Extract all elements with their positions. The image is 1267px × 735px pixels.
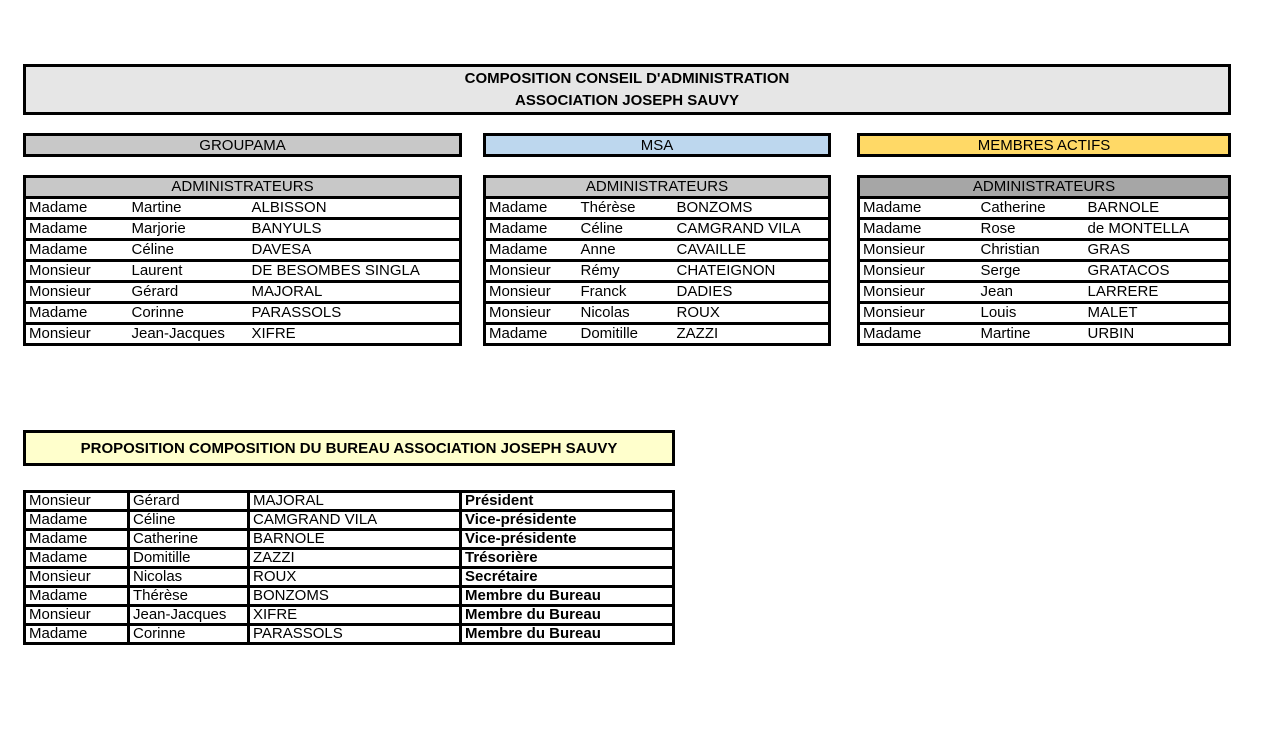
civility-cell: Madame xyxy=(25,303,129,324)
first-name-cell: Jean xyxy=(978,282,1085,303)
last-name-cell: GRAS xyxy=(1085,240,1230,261)
last-name-cell: ROUX xyxy=(674,303,830,324)
last-name-cell: de MONTELLA xyxy=(1085,219,1230,240)
msa-admin-table xyxy=(483,175,831,346)
first-name-cell: Thérèse xyxy=(578,198,674,219)
first-name-cell: Catherine xyxy=(978,198,1085,219)
civility-cell: Madame xyxy=(489,325,548,342)
table-row xyxy=(25,324,461,345)
last-name-cell: DADIES xyxy=(674,282,830,303)
last-name-cell: GRATACOS xyxy=(1085,261,1230,282)
table-row xyxy=(25,240,461,261)
last-name-cell: XIFRE xyxy=(249,606,461,625)
first-name-cell: Céline xyxy=(129,240,249,261)
table-row xyxy=(25,219,461,240)
title-line-1: COMPOSITION CONSEIL D'ADMINISTRATION xyxy=(464,69,790,87)
last-name-cell: MAJORAL xyxy=(249,282,461,303)
last-name-cell: DAVESA xyxy=(249,240,461,261)
role-cell: Membre du Bureau xyxy=(461,606,674,625)
groupama-admin-table xyxy=(23,175,462,346)
last-name-cell: CAVAILLE xyxy=(674,240,830,261)
last-name-cell: BONZOMS xyxy=(674,198,830,219)
last-name-cell: LARRERE xyxy=(1085,282,1230,303)
role-cell: Secrétaire xyxy=(461,568,674,587)
civility-cell: Monsieur xyxy=(859,261,978,282)
table-row xyxy=(859,219,1230,240)
first-name-cell: Catherine xyxy=(129,530,249,549)
last-name-cell: ZAZZI xyxy=(676,325,719,342)
civility-cell: Madame xyxy=(25,549,129,568)
table-header: ADMINISTRATEURS xyxy=(485,177,830,198)
last-name-cell: CAMGRAND VILA xyxy=(249,511,461,530)
last-name-cell: BONZOMS xyxy=(249,587,461,606)
first-name-cell: Martine xyxy=(129,198,249,219)
table-row xyxy=(25,530,674,549)
table-row xyxy=(25,606,674,625)
civility-cell: Madame xyxy=(859,198,978,219)
table-row xyxy=(25,549,674,568)
first-name-cell: Céline xyxy=(578,219,674,240)
last-name-cell: ZAZZI xyxy=(249,549,461,568)
first-name-cell: Jean-Jacques xyxy=(129,606,249,625)
last-name-cell: URBIN xyxy=(1087,325,1135,342)
table-row xyxy=(859,324,1230,345)
table-row xyxy=(25,303,461,324)
bureau-title: PROPOSITION COMPOSITION DU BUREAU ASSOCIATION JOSEPH SAUVY xyxy=(23,430,675,466)
table-row xyxy=(25,282,461,303)
table-header: ADMINISTRATEURS xyxy=(25,177,461,198)
first-name-cell: Martine xyxy=(980,325,1031,342)
table-row xyxy=(25,625,674,644)
role-cell: Vice-présidente xyxy=(461,511,674,530)
membres-actifs-admin-table xyxy=(857,175,1231,346)
first-name-cell: Domitille xyxy=(129,549,249,568)
civility-cell: Madame xyxy=(25,240,129,261)
table-row xyxy=(485,324,830,345)
civility-cell: Monsieur xyxy=(25,606,129,625)
table-row xyxy=(859,261,1230,282)
civility-cell: Madame xyxy=(863,325,922,342)
first-name-cell: Anne xyxy=(578,240,674,261)
civility-cell: Monsieur xyxy=(859,303,978,324)
table-row xyxy=(25,492,674,511)
role-cell: Président xyxy=(461,492,674,511)
table-row xyxy=(859,198,1230,219)
last-name-cell: XIFRE xyxy=(251,325,296,342)
table-row xyxy=(25,511,674,530)
civility-cell: Madame xyxy=(25,219,129,240)
table-row xyxy=(25,587,674,606)
document-title xyxy=(23,64,1231,115)
last-name-cell: BARNOLE xyxy=(1085,198,1230,219)
first-name-cell: Marjorie xyxy=(129,219,249,240)
table-row xyxy=(485,219,830,240)
civility-cell: Monsieur xyxy=(25,282,129,303)
last-name-cell: MAJORAL xyxy=(249,492,461,511)
last-name-cell: CAMGRAND VILA xyxy=(674,219,830,240)
first-name-cell: Domitille xyxy=(580,325,639,342)
first-name-cell: Christian xyxy=(978,240,1085,261)
civility-cell: Madame xyxy=(25,530,129,549)
civility-cell: Madame xyxy=(25,587,129,606)
table-row xyxy=(485,198,830,219)
table-row xyxy=(25,261,461,282)
civility-cell: Madame xyxy=(485,240,578,261)
first-name-cell: Serge xyxy=(978,261,1085,282)
first-name-cell: Franck xyxy=(578,282,674,303)
last-name-cell: CHATEIGNON xyxy=(674,261,830,282)
last-name-cell: BARNOLE xyxy=(249,530,461,549)
first-name-cell: Nicolas xyxy=(578,303,674,324)
first-name-cell: Gérard xyxy=(129,282,249,303)
table-row xyxy=(485,303,830,324)
first-name-cell: Louis xyxy=(978,303,1085,324)
table-row xyxy=(859,303,1230,324)
first-name-cell: Nicolas xyxy=(129,568,249,587)
table-row xyxy=(25,198,461,219)
role-cell: Membre du Bureau xyxy=(461,587,674,606)
civility-cell: Monsieur xyxy=(25,568,129,587)
civility-cell: Madame xyxy=(485,219,578,240)
first-name-cell: Thérèse xyxy=(129,587,249,606)
last-name-cell: BANYULS xyxy=(249,219,461,240)
civility-cell: Monsieur xyxy=(485,261,578,282)
civility-cell: Monsieur xyxy=(485,282,578,303)
title-line-2: ASSOCIATION JOSEPH SAUVY xyxy=(515,91,739,109)
last-name-cell: PARASSOLS xyxy=(249,625,461,644)
civility-cell: Monsieur xyxy=(25,261,129,282)
group-label-groupama: GROUPAMA xyxy=(23,133,462,157)
last-name-cell: ALBISSON xyxy=(249,198,461,219)
first-name-cell: Jean-Jacques xyxy=(131,325,225,342)
table-row xyxy=(485,240,830,261)
first-name-cell: Gérard xyxy=(129,492,249,511)
last-name-cell: MALET xyxy=(1085,303,1230,324)
role-cell: Membre du Bureau xyxy=(461,625,674,644)
civility-cell: Monsieur xyxy=(25,492,129,511)
table-header: ADMINISTRATEURS xyxy=(859,177,1230,198)
civility-cell: Monsieur xyxy=(859,240,978,261)
first-name-cell: Rose xyxy=(978,219,1085,240)
last-name-cell: DE BESOMBES SINGLA xyxy=(249,261,461,282)
table-row xyxy=(859,282,1230,303)
first-name-cell: Rémy xyxy=(578,261,674,282)
civility-cell: Madame xyxy=(25,625,129,644)
first-name-cell: Laurent xyxy=(129,261,249,282)
civility-cell: Madame xyxy=(25,198,129,219)
bureau-table xyxy=(23,490,675,645)
civility-cell: Madame xyxy=(25,511,129,530)
role-cell: Trésorière xyxy=(461,549,674,568)
civility-cell: Madame xyxy=(485,198,578,219)
role-cell: Vice-présidente xyxy=(461,530,674,549)
group-label-msa: MSA xyxy=(483,133,831,157)
last-name-cell: ROUX xyxy=(249,568,461,587)
table-row xyxy=(485,261,830,282)
first-name-cell: Corinne xyxy=(129,625,249,644)
last-name-cell: PARASSOLS xyxy=(249,303,461,324)
table-row xyxy=(25,568,674,587)
civility-cell: Monsieur xyxy=(859,282,978,303)
first-name-cell: Corinne xyxy=(129,303,249,324)
group-label-membres-actifs: MEMBRES ACTIFS xyxy=(857,133,1231,157)
table-row xyxy=(859,240,1230,261)
first-name-cell: Céline xyxy=(129,511,249,530)
civility-cell: Monsieur xyxy=(485,303,578,324)
civility-cell: Madame xyxy=(859,219,978,240)
table-row xyxy=(485,282,830,303)
civility-cell: Monsieur xyxy=(29,325,91,342)
